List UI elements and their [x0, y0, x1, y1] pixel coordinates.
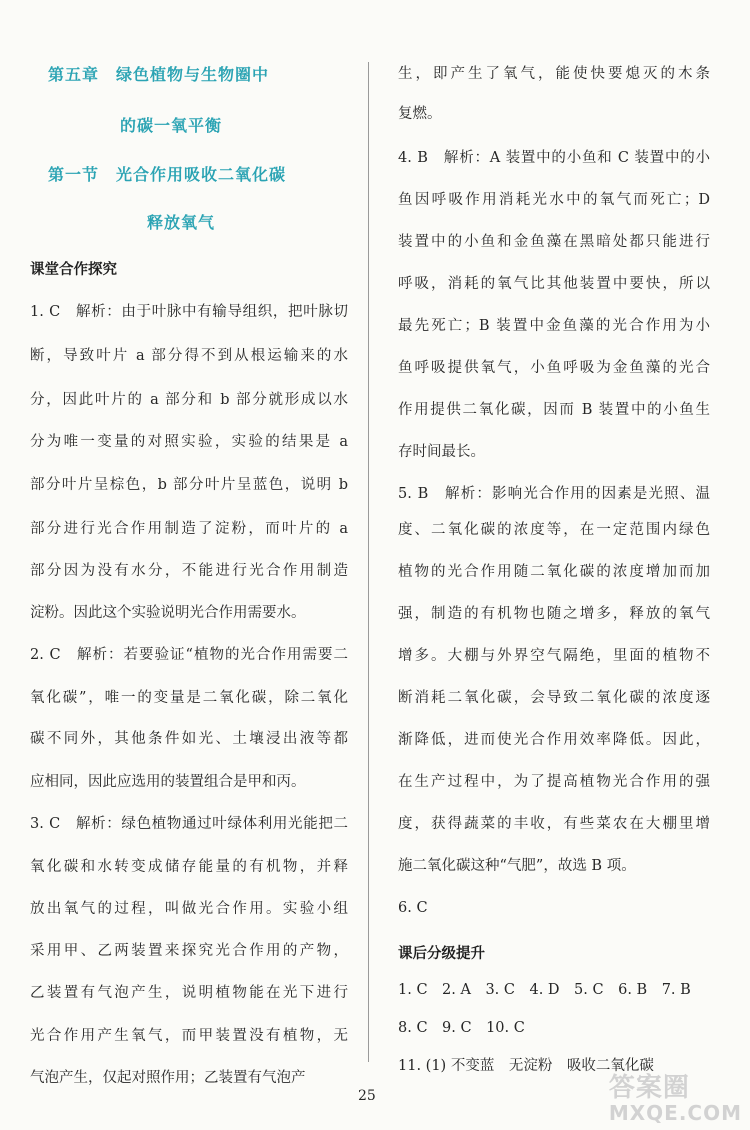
text-line: 放出氧气的过程，叫做光合作用。实验小组 [30, 901, 348, 917]
column-divider [368, 62, 369, 1062]
text-line: 光合作用产生氧气，而甲装置没有植物，无 [30, 1028, 348, 1044]
text-line: 部分因为没有水分，不能进行光合作用制造 [30, 563, 348, 579]
text-line: 氧化碳”，唯一的变量是二氧化碳，除二氧化 [30, 690, 348, 706]
text-line: 度，获得蔬菜的丰收，有些菜农在大棚里增 [398, 816, 710, 832]
text-line: 气泡产生，仅起对照作用；乙装置有气泡产 [30, 1070, 306, 1086]
section-title-line1: 第一节 光合作用吸收二氧化碳 [48, 165, 287, 184]
text-line: 碳不同外，其他条件如光、土壤浸出液等都 [30, 731, 348, 747]
text-line: 3. C 解析：绿色植物通过叶绿体利用光能把二 [30, 816, 348, 832]
page-number: 25 [358, 1088, 376, 1104]
text-line: 鱼呼吸提供氧气，小鱼呼吸为金鱼藻的光合 [398, 360, 710, 376]
text-line: 部分进行光合作用制造了淀粉，而叶片的 a [30, 521, 348, 537]
text-line: 乙装置有气泡产生，说明植物能在光下进行 [30, 985, 348, 1001]
text-line: 增多。大棚与外界空气隔绝，里面的植物不 [398, 648, 710, 664]
text-line: 植物的光合作用随二氧化碳的浓度增加而加 [398, 564, 710, 580]
text-line: 鱼因呼吸作用消耗光水中的氧气而死亡；D [398, 192, 710, 208]
watermark-line1: 答案圈 [608, 1073, 690, 1103]
section-title-line2: 释放氧气 [147, 213, 216, 232]
text-line: 淀粉。因此这个实验说明光合作用需要水。 [30, 605, 306, 621]
text-line: 断消耗二氧化碳，会导致二氧化碳的浓度逐 [398, 690, 710, 706]
answer-line: 1. C 2. A 3. C 4. D 5. C 6. B 7. B [398, 982, 691, 998]
text-line: 施二氧化碳这种“气肥”，故选 B 项。 [398, 858, 636, 874]
text-line: 4. B 解析：A 装置中的小鱼和 C 装置中的小 [398, 150, 710, 166]
text-line: 应相同，因此应选用的装置组合是甲和丙。 [30, 774, 306, 790]
text-line: 度、二氧化碳的浓度等，在一定范围内绿色 [398, 522, 710, 538]
text-line: 作用提供二氧化碳，因而 B 装置中的小鱼生 [398, 402, 710, 418]
text-line: 1. C 解析：由于叶脉中有输导组织，把叶脉切 [30, 304, 348, 320]
text-line: 6. C [398, 900, 428, 916]
text-line: 强，制造的有机物也随之增多，释放的氧气 [398, 606, 710, 622]
answer-line: 11. (1) 不变蓝 无淀粉 吸收二氧化碳 [398, 1058, 654, 1074]
text-line: 呼吸，消耗的氧气比其他装置中要快，所以 [398, 276, 710, 292]
text-line: 部分叶片呈棕色，b 部分叶片呈蓝色，说明 b [30, 477, 348, 493]
text-line: 复燃。 [398, 106, 442, 122]
text-line: 渐降低，进而使光合作用效率降低。因此， [398, 732, 710, 748]
chapter-title-line1: 第五章 绿色植物与生物圈中 [48, 65, 270, 84]
text-line: 5. B 解析：影响光合作用的因素是光照、温 [398, 486, 710, 502]
section-heading-after-class: 课后分级提升 [398, 946, 485, 962]
text-line: 2. C 解析：若要验证“植物的光合作用需要二 [30, 647, 348, 663]
watermark-logo [609, 1074, 742, 1124]
text-line: 生，即产生了氧气，能使快要熄灭的木条 [398, 66, 710, 82]
text-line: 氧化碳和水转变成储存能量的有机物，并释 [30, 859, 348, 875]
text-line: 采用甲、乙两装置来探究光合作用的产物， [30, 943, 348, 959]
answer-line: 8. C 9. C 10. C [398, 1020, 525, 1036]
text-line: 断，导致叶片 a 部分得不到从根运输来的水 [30, 348, 348, 364]
section-heading-classroom: 课堂合作探究 [30, 262, 117, 278]
text-line: 存时间最长。 [398, 444, 485, 460]
text-line: 分为唯一变量的对照实验，实验的结果是 a [30, 434, 348, 450]
text-line: 装置中的小鱼和金鱼藻在黑暗处都只能进行 [398, 234, 710, 250]
text-line: 最先死亡；B 装置中金鱼藻的光合作用为小 [398, 318, 710, 334]
text-line: 在生产过程中，为了提高植物光合作用的强 [398, 774, 710, 790]
text-line: 分，因此叶片的 a 部分和 b 部分就形成以水 [30, 392, 348, 408]
chapter-title-line2: 的碳一氧平衡 [120, 116, 223, 135]
watermark-line2: MXQE.COM [608, 1101, 742, 1125]
